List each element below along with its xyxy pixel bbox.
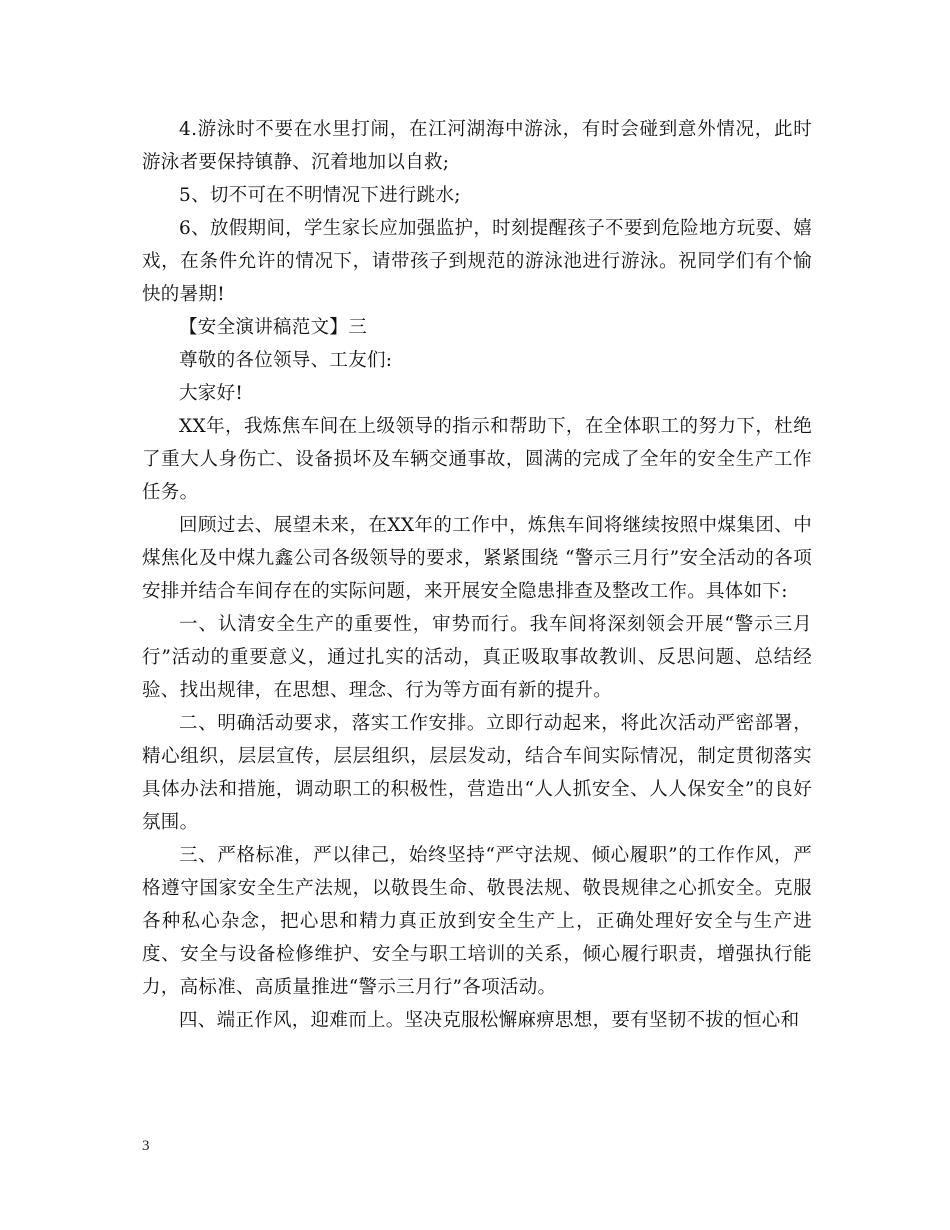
- greeting: 大家好!: [179, 383, 244, 404]
- paragraph-review: XX年，我炼焦车间在上级领导的指示和帮助下，在全体职工的努力下，杜绝了重大人身伤亡、设备损坏及车辆交通事故，圆满的完成了全年的安全生产工作任务。: [142, 416, 812, 503]
- page-number: 3: [142, 1138, 150, 1154]
- paragraph-point-2: 二、明确活动要求，落实工作安排。立即行动起来，将此次活动严密部署，精心组织，层层宣传，层层组织，层层发动，结合车间实际情况，制定贯彻落实具体办法和措施，调动职工的积极性，营造出“人人抓安全、人人保安全”的良好氛围。: [142, 713, 812, 833]
- paragraph-swimming-rule-5: 5、切不可在不明情况下进行跳水;: [179, 185, 461, 206]
- paragraph-swimming-rule-6: 6、放假期间，学生家长应加强监护，时刻提醒孩子不要到危险地方玩耍、嬉戏，在条件允许的情况下，请带孩子到规范的游泳池进行游泳。祝同学们有个愉快的暑期!: [142, 218, 812, 305]
- paragraph-point-3: 三、严格标准，严以律己，始终坚持“严守法规、倾心履职”的工作作风，严格遵守国家安全生产法规，以敬畏生命、敬畏法规、敬畏规律之心抓安全。克服各种私心杂念，把心思和精力真正放到安全生产上，正确处理好安全与生产进度、安全与设备检修维护、安全与职工培训的关系，倾心履行职责，增强执行能力，高标准、高质量推进“警示三月行”各项活动。: [142, 845, 812, 998]
- paragraph-swimming-rule-4: 4.游泳时不要在水里打闹，在江河湖海中游泳，有时会碰到意外情况，此时游泳者要保持镇静、沉着地加以自救;: [142, 119, 812, 173]
- salutation: 尊敬的各位领导、工友们:: [179, 350, 393, 371]
- section-heading: 【安全演讲稿范文】三: [179, 317, 368, 338]
- paragraph-point-1: 一、认清安全生产的重要性，审势而行。我车间将深刻领会开展“警示三月行”活动的重要意义，通过扎实的活动，真正吸取事故教训、反思问题、总结经验、找出规律，在思想、理念、行为等方面有新的提升。: [142, 614, 812, 701]
- paragraph-point-4: 四、端正作风，迎难而上。坚决克服松懈麻痹思想，要有坚韧不拔的恒心和: [179, 1010, 800, 1031]
- document-body: [142, 113, 812, 1037]
- paragraph-outlook: 回顾过去、展望未来，在XX年的工作中，炼焦车间将继续按照中煤集团、中煤焦化及中煤九鑫公司各级领导的要求，紧紧围绕 “警示三月行”安全活动的各项安排并结合车间存在的实际问题，来开展安全隐患排查及整改工作。具体如下:: [142, 515, 812, 602]
